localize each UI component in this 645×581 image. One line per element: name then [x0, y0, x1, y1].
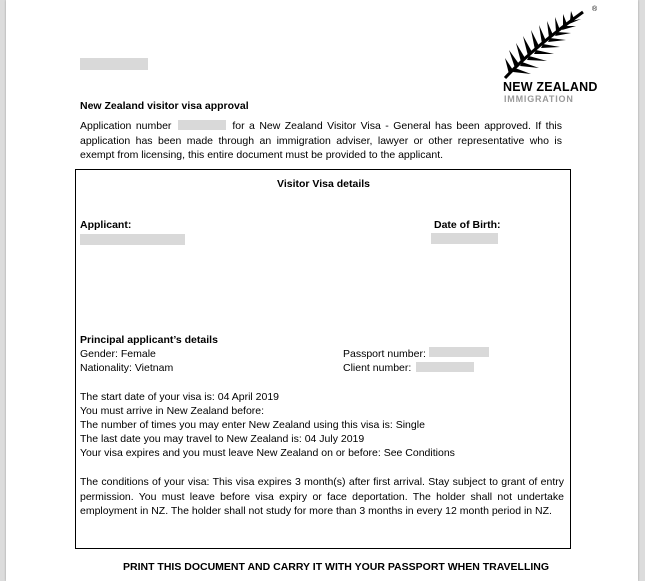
gender: Gender: Female	[80, 348, 156, 360]
redacted-applicant-name	[80, 234, 185, 245]
client-label: Client number:	[343, 362, 412, 374]
logo-subtitle: IMMIGRATION	[504, 94, 574, 104]
silver-fern-logo-icon	[503, 8, 593, 80]
intro-paragraph	[80, 119, 562, 163]
redacted-passport-number	[429, 347, 489, 357]
registered-mark: ®	[592, 6, 598, 13]
box-title: Visitor Visa details	[277, 178, 370, 190]
visa-conditions: The conditions of your visa: This visa expires 3 month(s) after first arrival. Stay subject to grant of entry permission. You must leave before visa expiry or face deportation. The holder shall not undertake employment in NZ. The holder shall not study for more than 3 months in every 12 month period in NZ.	[80, 476, 564, 517]
nationality: Nationality: Vietnam	[80, 362, 174, 374]
redacted-date-of-birth	[431, 233, 498, 244]
principal-title: Principal applicant’s details	[80, 334, 218, 346]
intro-text-start: Application number	[80, 120, 172, 132]
logo-name: NEW ZEALAND	[503, 80, 598, 94]
redacted-reference	[80, 58, 148, 70]
applicant-label: Applicant:	[80, 219, 132, 231]
intro-text-rest: for a New Zealand Visitor Visa - General has been approved. If this application has been made through an immigration adviser, lawyer or other representative who is exempt from licensing, this entire document must be provided to the applicant.	[80, 120, 562, 161]
print-instruction: PRINT THIS DOCUMENT AND CARRY IT WITH YOUR PASSPORT WHEN TRAVELLING	[123, 561, 550, 573]
last-travel-date: The last date you may travel to New Zealand is: 04 July 2019	[80, 433, 365, 445]
passport-label: Passport number:	[343, 348, 426, 360]
dob-label: Date of Birth:	[434, 219, 501, 231]
redacted-application-number	[178, 120, 226, 130]
document-page	[6, 0, 638, 581]
arrival-deadline: You must arrive in New Zealand before:	[80, 405, 265, 417]
visa-expiry: Your visa expires and you must leave New Zealand on or before: See Conditions	[80, 447, 455, 459]
visa-start-date: The start date of your visa is: 04 April 2019	[80, 391, 280, 403]
redacted-client-number	[416, 362, 474, 372]
entries-allowed: The number of times you may enter New Zealand using this visa is: Single	[80, 419, 425, 431]
document-heading: New Zealand visitor visa approval	[80, 100, 249, 112]
